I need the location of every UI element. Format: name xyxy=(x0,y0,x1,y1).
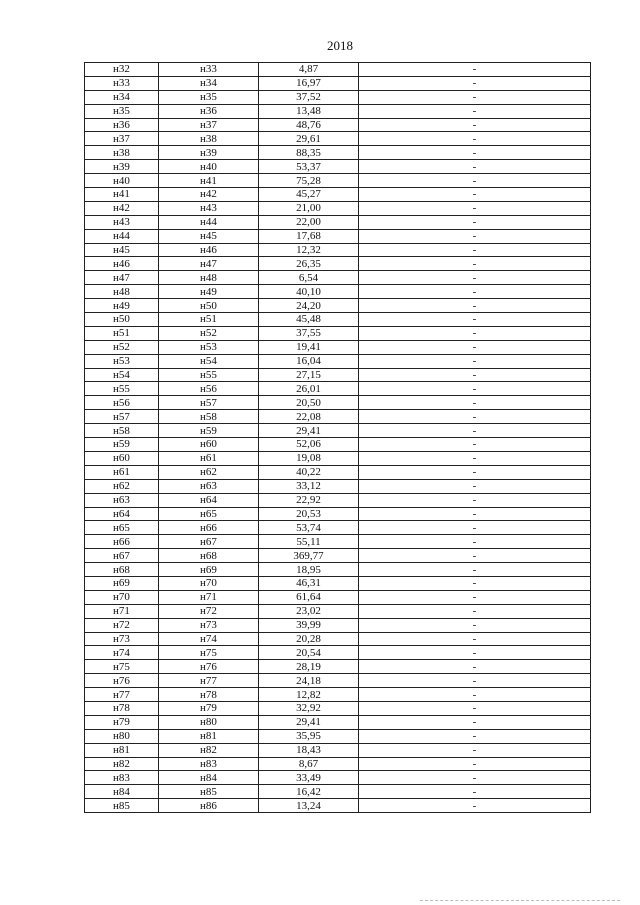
note-cell: - xyxy=(359,299,591,313)
table-row xyxy=(85,632,591,646)
distance-cell: 29,41 xyxy=(259,715,359,729)
table-row xyxy=(85,396,591,410)
from-point-cell: н80 xyxy=(85,729,159,743)
from-point-cell: н53 xyxy=(85,354,159,368)
note-cell: - xyxy=(359,479,591,493)
table-row xyxy=(85,729,591,743)
from-point-cell: н58 xyxy=(85,424,159,438)
to-point-cell: н41 xyxy=(159,174,259,188)
table-row xyxy=(85,715,591,729)
from-point-cell: н37 xyxy=(85,132,159,146)
distance-cell: 23,02 xyxy=(259,604,359,618)
distance-cell: 28,19 xyxy=(259,660,359,674)
table-row xyxy=(85,451,591,465)
note-cell: - xyxy=(359,396,591,410)
to-point-cell: н57 xyxy=(159,396,259,410)
note-cell: - xyxy=(359,410,591,424)
distance-cell: 39,99 xyxy=(259,618,359,632)
to-point-cell: н75 xyxy=(159,646,259,660)
distance-cell: 55,11 xyxy=(259,535,359,549)
note-cell: - xyxy=(359,535,591,549)
distance-cell: 20,50 xyxy=(259,396,359,410)
note-cell: - xyxy=(359,118,591,132)
bottom-scan-mark xyxy=(420,900,620,902)
to-point-cell: н63 xyxy=(159,479,259,493)
to-point-cell: н58 xyxy=(159,410,259,424)
note-cell: - xyxy=(359,785,591,799)
to-point-cell: н38 xyxy=(159,132,259,146)
table-row xyxy=(85,243,591,257)
table-row xyxy=(85,271,591,285)
distance-cell: 33,49 xyxy=(259,771,359,785)
distance-cell: 12,82 xyxy=(259,688,359,702)
note-cell: - xyxy=(359,618,591,632)
to-point-cell: н49 xyxy=(159,285,259,299)
note-cell: - xyxy=(359,549,591,563)
note-cell: - xyxy=(359,660,591,674)
table-row xyxy=(85,382,591,396)
note-cell: - xyxy=(359,201,591,215)
distance-cell: 18,43 xyxy=(259,743,359,757)
note-cell: - xyxy=(359,521,591,535)
distance-cell: 22,92 xyxy=(259,493,359,507)
table-row xyxy=(85,785,591,799)
table-row xyxy=(85,493,591,507)
distance-cell: 45,48 xyxy=(259,313,359,327)
table-row xyxy=(85,604,591,618)
distance-cell: 53,74 xyxy=(259,521,359,535)
distance-cell: 27,15 xyxy=(259,368,359,382)
note-cell: - xyxy=(359,632,591,646)
from-point-cell: н49 xyxy=(85,299,159,313)
table-row xyxy=(85,576,591,590)
to-point-cell: н48 xyxy=(159,271,259,285)
from-point-cell: н65 xyxy=(85,521,159,535)
from-point-cell: н69 xyxy=(85,576,159,590)
from-point-cell: н61 xyxy=(85,465,159,479)
note-cell: - xyxy=(359,604,591,618)
to-point-cell: н66 xyxy=(159,521,259,535)
from-point-cell: н81 xyxy=(85,743,159,757)
from-point-cell: н68 xyxy=(85,563,159,577)
note-cell: - xyxy=(359,382,591,396)
note-cell: - xyxy=(359,243,591,257)
to-point-cell: н68 xyxy=(159,549,259,563)
boundary-segments-table xyxy=(84,62,591,813)
page-number: 2018 xyxy=(327,38,353,53)
table-row xyxy=(85,701,591,715)
distance-cell: 88,35 xyxy=(259,146,359,160)
from-point-cell: н44 xyxy=(85,229,159,243)
distance-cell: 21,00 xyxy=(259,201,359,215)
from-point-cell: н70 xyxy=(85,590,159,604)
note-cell: - xyxy=(359,63,591,77)
table-row xyxy=(85,146,591,160)
note-cell: - xyxy=(359,493,591,507)
distance-cell: 22,08 xyxy=(259,410,359,424)
to-point-cell: н72 xyxy=(159,604,259,618)
table-row xyxy=(85,563,591,577)
to-point-cell: н45 xyxy=(159,229,259,243)
table-row xyxy=(85,660,591,674)
distance-cell: 24,20 xyxy=(259,299,359,313)
note-cell: - xyxy=(359,326,591,340)
from-point-cell: н76 xyxy=(85,674,159,688)
table-row xyxy=(85,63,591,77)
note-cell: - xyxy=(359,257,591,271)
distance-cell: 32,92 xyxy=(259,701,359,715)
from-point-cell: н47 xyxy=(85,271,159,285)
from-point-cell: н67 xyxy=(85,549,159,563)
table-row xyxy=(85,688,591,702)
note-cell: - xyxy=(359,146,591,160)
to-point-cell: н76 xyxy=(159,660,259,674)
note-cell: - xyxy=(359,424,591,438)
note-cell: - xyxy=(359,757,591,771)
from-point-cell: н34 xyxy=(85,90,159,104)
to-point-cell: н60 xyxy=(159,438,259,452)
note-cell: - xyxy=(359,507,591,521)
to-point-cell: н44 xyxy=(159,215,259,229)
to-point-cell: н65 xyxy=(159,507,259,521)
note-cell: - xyxy=(359,90,591,104)
table-row xyxy=(85,313,591,327)
to-point-cell: н50 xyxy=(159,299,259,313)
table-row xyxy=(85,479,591,493)
distance-cell: 17,68 xyxy=(259,229,359,243)
note-cell: - xyxy=(359,174,591,188)
to-point-cell: н42 xyxy=(159,188,259,202)
table-row xyxy=(85,76,591,90)
distance-cell: 20,54 xyxy=(259,646,359,660)
table-row xyxy=(85,535,591,549)
from-point-cell: н54 xyxy=(85,368,159,382)
from-point-cell: н40 xyxy=(85,174,159,188)
from-point-cell: н33 xyxy=(85,76,159,90)
to-point-cell: н64 xyxy=(159,493,259,507)
distance-cell: 40,22 xyxy=(259,465,359,479)
distance-cell: 26,01 xyxy=(259,382,359,396)
from-point-cell: н75 xyxy=(85,660,159,674)
note-cell: - xyxy=(359,743,591,757)
to-point-cell: н86 xyxy=(159,799,259,813)
note-cell: - xyxy=(359,729,591,743)
table-row xyxy=(85,771,591,785)
to-point-cell: н52 xyxy=(159,326,259,340)
distance-cell: 20,28 xyxy=(259,632,359,646)
note-cell: - xyxy=(359,451,591,465)
from-point-cell: н71 xyxy=(85,604,159,618)
table-row xyxy=(85,229,591,243)
distance-cell: 4,87 xyxy=(259,63,359,77)
note-cell: - xyxy=(359,285,591,299)
table-row xyxy=(85,340,591,354)
table-row xyxy=(85,465,591,479)
distance-cell: 369,77 xyxy=(259,549,359,563)
from-point-cell: н66 xyxy=(85,535,159,549)
from-point-cell: н63 xyxy=(85,493,159,507)
to-point-cell: н43 xyxy=(159,201,259,215)
to-point-cell: н71 xyxy=(159,590,259,604)
distance-cell: 19,41 xyxy=(259,340,359,354)
to-point-cell: н47 xyxy=(159,257,259,271)
from-point-cell: н85 xyxy=(85,799,159,813)
to-point-cell: н56 xyxy=(159,382,259,396)
distance-cell: 75,28 xyxy=(259,174,359,188)
to-point-cell: н80 xyxy=(159,715,259,729)
from-point-cell: н72 xyxy=(85,618,159,632)
to-point-cell: н67 xyxy=(159,535,259,549)
to-point-cell: н59 xyxy=(159,424,259,438)
to-point-cell: н46 xyxy=(159,243,259,257)
table-row xyxy=(85,424,591,438)
from-point-cell: н45 xyxy=(85,243,159,257)
table-row xyxy=(85,618,591,632)
note-cell: - xyxy=(359,715,591,729)
table-row xyxy=(85,438,591,452)
to-point-cell: н81 xyxy=(159,729,259,743)
distance-cell: 40,10 xyxy=(259,285,359,299)
to-point-cell: н51 xyxy=(159,313,259,327)
distance-cell: 37,55 xyxy=(259,326,359,340)
distance-cell: 16,42 xyxy=(259,785,359,799)
from-point-cell: н83 xyxy=(85,771,159,785)
table-row xyxy=(85,521,591,535)
note-cell: - xyxy=(359,438,591,452)
from-point-cell: н38 xyxy=(85,146,159,160)
to-point-cell: н83 xyxy=(159,757,259,771)
note-cell: - xyxy=(359,701,591,715)
note-cell: - xyxy=(359,465,591,479)
from-point-cell: н51 xyxy=(85,326,159,340)
to-point-cell: н33 xyxy=(159,63,259,77)
from-point-cell: н74 xyxy=(85,646,159,660)
note-cell: - xyxy=(359,688,591,702)
table-row xyxy=(85,354,591,368)
from-point-cell: н48 xyxy=(85,285,159,299)
note-cell: - xyxy=(359,354,591,368)
table-row xyxy=(85,132,591,146)
from-point-cell: н35 xyxy=(85,104,159,118)
distance-cell: 16,04 xyxy=(259,354,359,368)
distance-cell: 24,18 xyxy=(259,674,359,688)
note-cell: - xyxy=(359,215,591,229)
from-point-cell: н78 xyxy=(85,701,159,715)
to-point-cell: н82 xyxy=(159,743,259,757)
note-cell: - xyxy=(359,340,591,354)
to-point-cell: н74 xyxy=(159,632,259,646)
distance-cell: 13,48 xyxy=(259,104,359,118)
to-point-cell: н61 xyxy=(159,451,259,465)
from-point-cell: н46 xyxy=(85,257,159,271)
note-cell: - xyxy=(359,646,591,660)
table-row xyxy=(85,757,591,771)
table-row xyxy=(85,410,591,424)
distance-cell: 13,24 xyxy=(259,799,359,813)
distance-cell: 18,95 xyxy=(259,563,359,577)
table-row xyxy=(85,160,591,174)
note-cell: - xyxy=(359,76,591,90)
table-row xyxy=(85,507,591,521)
table-row xyxy=(85,549,591,563)
distance-cell: 29,61 xyxy=(259,132,359,146)
distance-cell: 35,95 xyxy=(259,729,359,743)
distance-cell: 33,12 xyxy=(259,479,359,493)
table-row xyxy=(85,201,591,215)
from-point-cell: н39 xyxy=(85,160,159,174)
note-cell: - xyxy=(359,563,591,577)
to-point-cell: н78 xyxy=(159,688,259,702)
note-cell: - xyxy=(359,590,591,604)
from-point-cell: н42 xyxy=(85,201,159,215)
to-point-cell: н70 xyxy=(159,576,259,590)
note-cell: - xyxy=(359,188,591,202)
table-row xyxy=(85,285,591,299)
distance-cell: 20,53 xyxy=(259,507,359,521)
to-point-cell: н79 xyxy=(159,701,259,715)
distance-cell: 6,54 xyxy=(259,271,359,285)
distance-cell: 45,27 xyxy=(259,188,359,202)
distance-cell: 48,76 xyxy=(259,118,359,132)
table-row xyxy=(85,299,591,313)
from-point-cell: н62 xyxy=(85,479,159,493)
table-row xyxy=(85,257,591,271)
distance-cell: 29,41 xyxy=(259,424,359,438)
to-point-cell: н40 xyxy=(159,160,259,174)
to-point-cell: н55 xyxy=(159,368,259,382)
from-point-cell: н52 xyxy=(85,340,159,354)
from-point-cell: н36 xyxy=(85,118,159,132)
distance-cell: 19,08 xyxy=(259,451,359,465)
to-point-cell: н73 xyxy=(159,618,259,632)
table-row xyxy=(85,799,591,813)
distance-cell: 46,31 xyxy=(259,576,359,590)
note-cell: - xyxy=(359,160,591,174)
note-cell: - xyxy=(359,771,591,785)
table-row xyxy=(85,118,591,132)
to-point-cell: н34 xyxy=(159,76,259,90)
table-row xyxy=(85,368,591,382)
table-row xyxy=(85,174,591,188)
to-point-cell: н62 xyxy=(159,465,259,479)
table-row xyxy=(85,646,591,660)
distance-cell: 22,00 xyxy=(259,215,359,229)
from-point-cell: н50 xyxy=(85,313,159,327)
distance-cell: 8,67 xyxy=(259,757,359,771)
from-point-cell: н57 xyxy=(85,410,159,424)
from-point-cell: н56 xyxy=(85,396,159,410)
table-row xyxy=(85,90,591,104)
to-point-cell: н84 xyxy=(159,771,259,785)
to-point-cell: н69 xyxy=(159,563,259,577)
table-row xyxy=(85,104,591,118)
distance-cell: 53,37 xyxy=(259,160,359,174)
from-point-cell: н32 xyxy=(85,63,159,77)
distance-cell: 52,06 xyxy=(259,438,359,452)
table-row xyxy=(85,590,591,604)
note-cell: - xyxy=(359,104,591,118)
to-point-cell: н35 xyxy=(159,90,259,104)
from-point-cell: н41 xyxy=(85,188,159,202)
distance-cell: 16,97 xyxy=(259,76,359,90)
table-row xyxy=(85,215,591,229)
table-body xyxy=(85,63,591,813)
from-point-cell: н55 xyxy=(85,382,159,396)
note-cell: - xyxy=(359,674,591,688)
to-point-cell: н53 xyxy=(159,340,259,354)
note-cell: - xyxy=(359,132,591,146)
distance-cell: 37,52 xyxy=(259,90,359,104)
note-cell: - xyxy=(359,229,591,243)
to-point-cell: н77 xyxy=(159,674,259,688)
note-cell: - xyxy=(359,799,591,813)
note-cell: - xyxy=(359,271,591,285)
to-point-cell: н85 xyxy=(159,785,259,799)
from-point-cell: н43 xyxy=(85,215,159,229)
distance-cell: 12,32 xyxy=(259,243,359,257)
note-cell: - xyxy=(359,313,591,327)
note-cell: - xyxy=(359,368,591,382)
from-point-cell: н73 xyxy=(85,632,159,646)
from-point-cell: н60 xyxy=(85,451,159,465)
distance-cell: 26,35 xyxy=(259,257,359,271)
table-row xyxy=(85,326,591,340)
from-point-cell: н77 xyxy=(85,688,159,702)
note-cell: - xyxy=(359,576,591,590)
to-point-cell: н39 xyxy=(159,146,259,160)
distance-cell: 61,64 xyxy=(259,590,359,604)
to-point-cell: н54 xyxy=(159,354,259,368)
from-point-cell: н59 xyxy=(85,438,159,452)
table-row xyxy=(85,674,591,688)
from-point-cell: н84 xyxy=(85,785,159,799)
from-point-cell: н64 xyxy=(85,507,159,521)
to-point-cell: н36 xyxy=(159,104,259,118)
table-row xyxy=(85,743,591,757)
from-point-cell: н82 xyxy=(85,757,159,771)
to-point-cell: н37 xyxy=(159,118,259,132)
table-row xyxy=(85,188,591,202)
from-point-cell: н79 xyxy=(85,715,159,729)
